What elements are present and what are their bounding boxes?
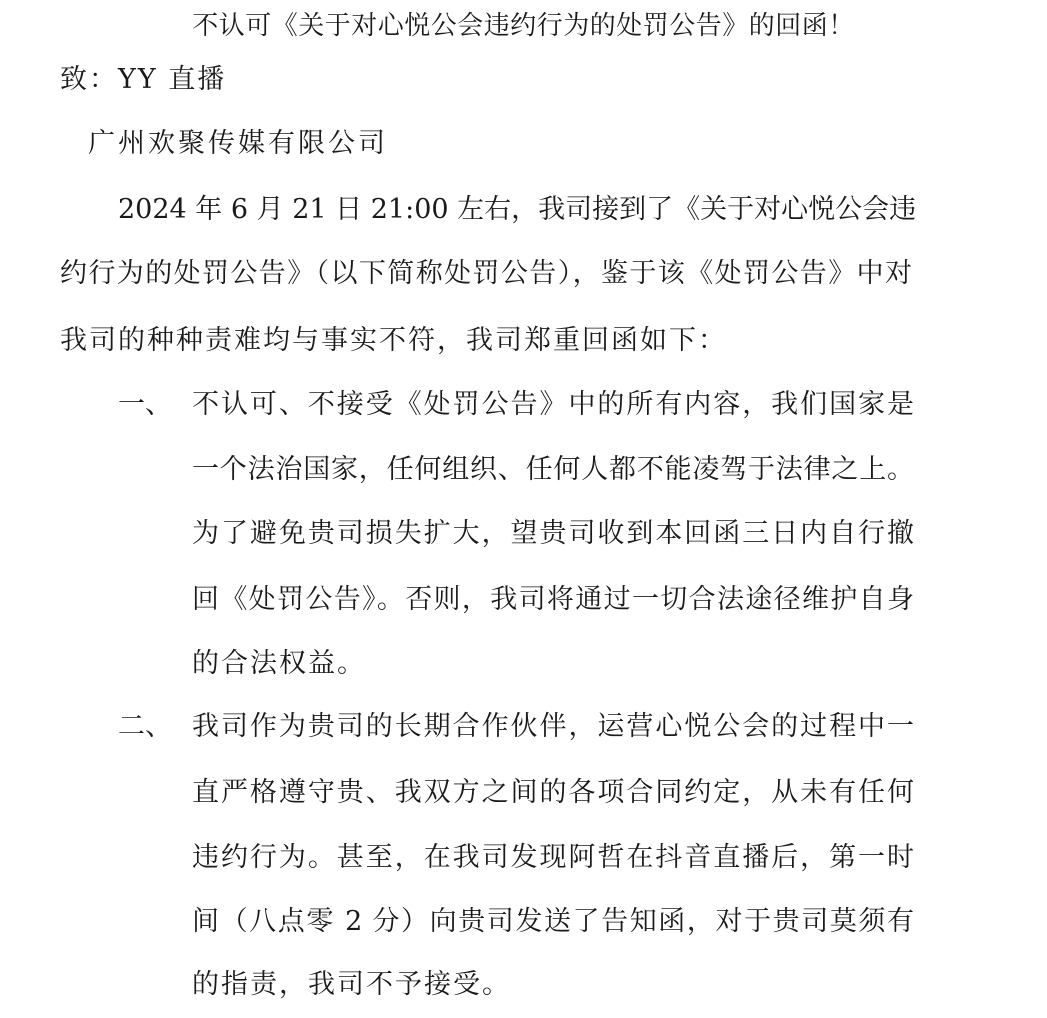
addressee-label: 致：YY 直播	[60, 64, 227, 95]
intro-line-2: 约行为的处罚公告》（以下简称处罚公告），鉴于该《处罚公告》中对	[60, 258, 912, 289]
intro-line-3: 我司的种种责难均与事实不符，我司郑重回函如下：	[60, 325, 727, 356]
item-2-line-2: 直严格遵守贵、我双方之间的各项合同约定，从未有任何	[192, 777, 914, 808]
intro-line-1: 2024 年 6 月 21 日 21:00 左右，我司接到了《关于对心悦公会违	[118, 194, 917, 225]
item-1-marker: 一、	[118, 389, 172, 420]
addressee-company: 广州欢聚传媒有限公司	[88, 128, 388, 159]
item-1-line-2: 一个法治国家，任何组织、任何人都不能凌驾于法律之上。	[192, 454, 914, 485]
item-1-line-1: 不认可、不接受《处罚公告》中的所有内容，我们国家是	[192, 389, 914, 420]
item-2-line-1: 我司作为贵司的长期合作伙伴，运营心悦公会的过程中一	[192, 711, 914, 742]
item-2-marker: 二、	[118, 711, 172, 742]
item-1-line-4: 回《处罚公告》。否则，我司将通过一切合法途径维护自身	[192, 584, 914, 615]
item-2-line-3: 违约行为。甚至，在我司发现阿哲在抖音直播后，第一时	[192, 842, 914, 873]
item-1-line-5: 的合法权益。	[192, 648, 366, 679]
item-2-line-4: 间（八点零 2 分）向贵司发送了告知函，对于贵司莫须有	[192, 906, 914, 937]
letter-title: 不认可《关于对心悦公会违约行为的处罚公告》的回函！	[192, 11, 855, 41]
item-1-line-3: 为了避免贵司损失扩大，望贵司收到本回函三日内自行撤	[192, 518, 914, 549]
item-2-line-5: 的指责，我司不予接受。	[192, 969, 511, 1000]
